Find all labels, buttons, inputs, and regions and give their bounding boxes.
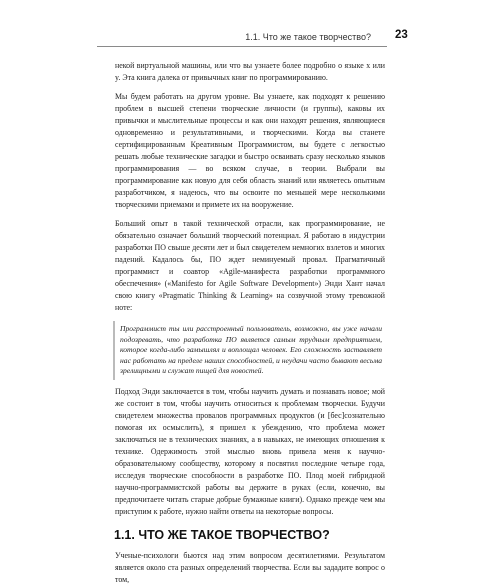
quote-text: Программист ты или расстроенный пользователь, возможно, вы уже начали подозревать, что разработка ПО является самым трудным предприятием, которое когда-либо замышлял и воплощал человек. Его сложность заставляет нас работать на пределе наших способностей, и неудачи часто бывают весьма зрелищными и служат пищей для новостей.: [120, 324, 382, 376]
paragraph-4: [115, 386, 385, 518]
paragraph-1-text: некой виртуальной машины, или что вы узнаете более подробно о языке x или y. Эта книга далека от привычных книг по программированию.: [115, 61, 385, 82]
paragraph-2: [115, 91, 385, 211]
paragraph-4-text: Подход Энди заключается в том, чтобы научить думать и познавать новое; мой же состоит в том, чтобы научить относиться к проблемам творчески. Будучи свидетелем множества провалов программных продуктов (и [бес]сознательно помогая их осмыслить), я пришел к убеждению, что проблема может заключаться не в технических знаниях, а в навыках, не имеющих отношения к технике. Одержимость этой мыслью вновь привела меня к научно-образовательному сообществу, которому я посвятил последние четыре года, исследуя творческие способности в разработке ПО. Плод моей гибридной научно-программистской работы вы держите в руках (если, конечно, вы предпочитаете читать старые добрые бумажные книги). Однако прежде чем мы приступим к работе, нужно найти ответы на некоторые вопросы.: [115, 387, 385, 516]
paragraph-5-text: Ученые-психологи бьются над этим вопросом десятилетиями. Результатом является около ста разных определений творчества. Если вы зададите вопрос о том,: [115, 551, 385, 584]
running-header: [97, 30, 387, 47]
paragraph-3: [115, 218, 385, 314]
paragraph-5: [115, 550, 385, 586]
paragraph-3-text: Больший опыт в такой технической отрасли, как программирование, не обязательно означает больший творческий потенциал. Я работаю в индустрии разработки ПО свыше десяти лет и был свидетелем немногих взлетов и многих падений. Кадалось бы, ПО ждет неминуемый провал. Прагматичный программист и соавтор «Agile-манифеста разработки программного обеспечения» («Manifesto for Agile Software Development») Энди Хант начал свою книгу «Pragmatic Thinking & Learning» на созвучной этому тревожной ноте:: [115, 219, 385, 312]
paragraph-2-text: Мы будем работать на другом уровне. Вы узнаете, как подходят к решению проблем в высшей степени творческие личности (и группы), каковы их привычки и мыслительные процессы и как они находят решения, являющиеся одновременно и результативными, и творческими. Когда вы станете сертифицированным Креативным Программистом, вы будете с легкостью решать любые технические загадки и быстро осваивать сразу несколько языков программирования — во всяком случае, в теории. Выбрали вы программирование как новую для себя область знаний или являетесь опытным разработчиком, я надеюсь, что вы освоите по меньшей мере несколькими творческими приемами и примете их на вооружение.: [115, 92, 385, 209]
section-heading: 1.1. ЧТО ЖЕ ТАКОЕ ТВОРЧЕСТВО?: [114, 528, 330, 542]
paragraph-1: [115, 60, 385, 84]
page-number: 23: [395, 29, 408, 41]
running-header-title: 1.1. Что же такое творчество?: [245, 32, 371, 42]
